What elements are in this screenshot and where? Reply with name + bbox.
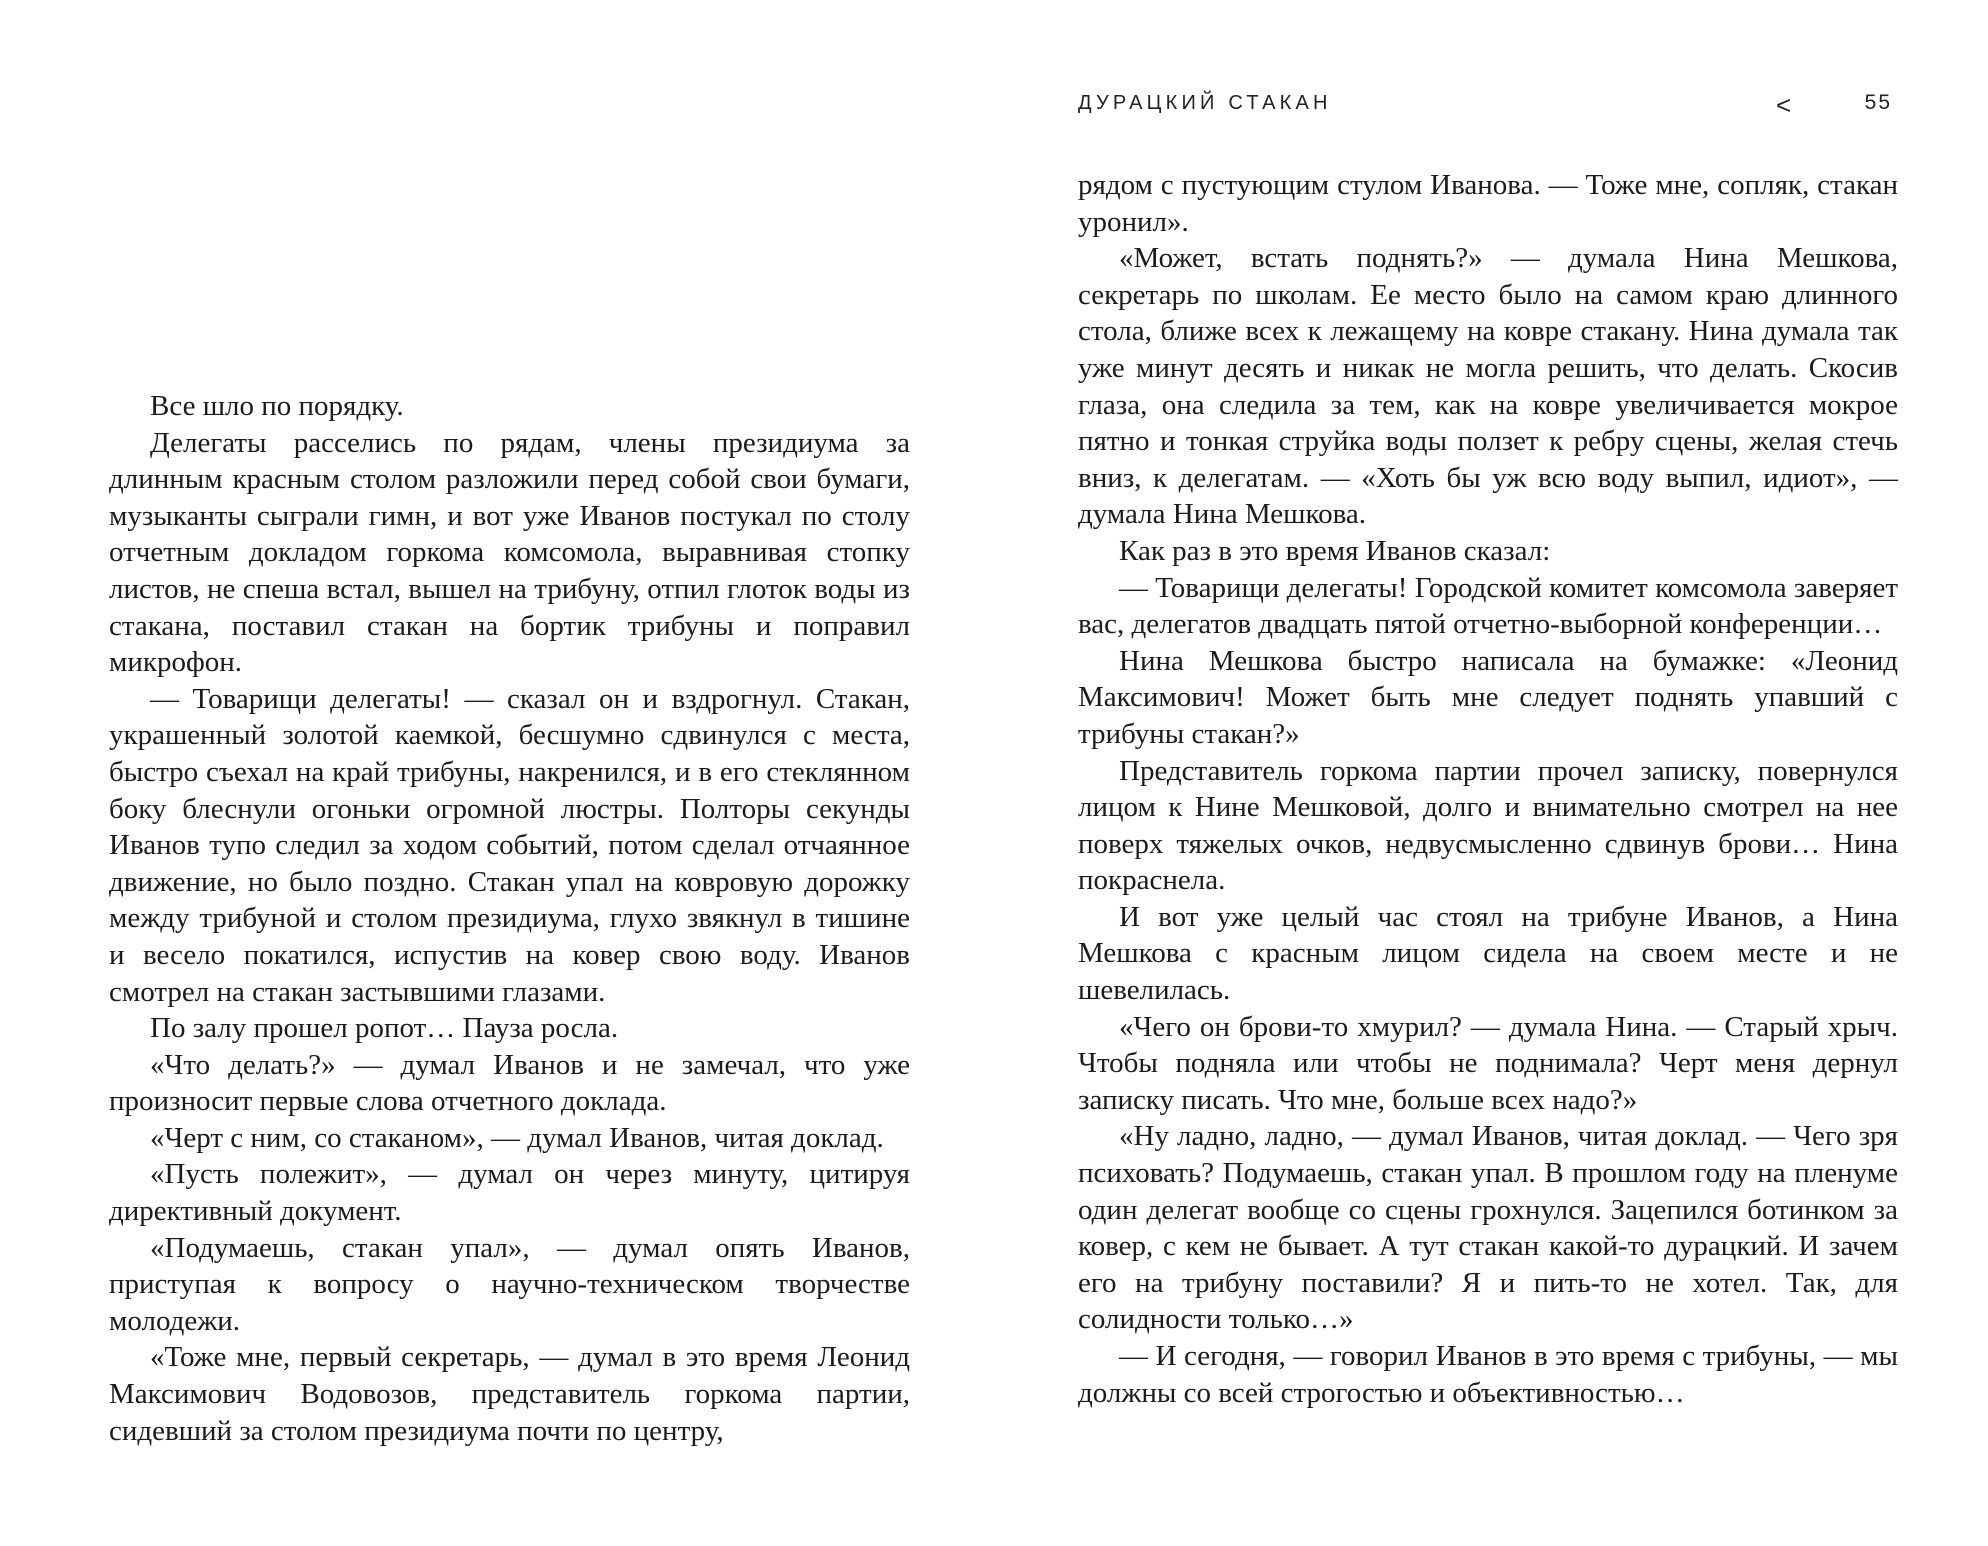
paragraph: «Тоже мне, первый секретарь, — думал в это время Леонид Максимович Водовозов, представитель горкома партии, сидевший за столом президиума почти по центру, (109, 1341, 910, 1447)
left-text-column (109, 388, 910, 1449)
page-number: 55 (1864, 91, 1892, 114)
paragraph: Делегаты расселись по рядам, члены президиума за длинным красным столом разложили перед собой свои бумаги, музыканты сыграли гимн, и вот уже Иванов постукал по столу отчетным докладом горкома комсомола, выравнивая стопку листов, не спеша встал, вышел на трибуну, отпил глоток воды из стакана, поставил стакан на бортик трибуны и поправил микрофон. (109, 426, 910, 679)
paragraph-continuation: рядом с пустующим стулом Иванова. — Тоже мне, сопляк, стакан уронил». (1078, 169, 1898, 238)
paragraph: «Подумаешь, стакан упал», — думал опять Иванов, приступая к вопросу о научно-техническом творчестве молодежи. (109, 1231, 910, 1337)
paragraph: — И сегодня, — говорил Иванов в это время с трибуны, — мы должны со всей строгостью и объективностью… (1078, 1340, 1898, 1409)
paragraph: Представитель горкома партии прочел записку, повернулся лицом к Нине Мешковой, долго и внимательно смотрел на нее поверх тяжелых очков, недвусмысленно сдвинув брови… Нина покраснела. (1078, 754, 1898, 897)
paragraph: «Пусть полежит», — думал он через минуту, цитируя директивный документ. (109, 1158, 910, 1228)
paragraph: Все шло по порядку. (150, 390, 404, 422)
paragraph: — Товарищи делегаты! — сказал он и вздрогнул. Стакан, украшенный золотой каемкой, бесшумно сдвинулся с места, быстро съехал на край трибуны, накренился, и в его стеклянном боку блеснули огоньки огромной люстры. Полторы секунды Иванов тупо следил за ходом событий, потом сделал отчаянное движение, но было поздно. Стакан упал на ковровую дорожку между трибуной и столом президиума, глухо звякнул в тишине и весело покатился, испустив на ковер свою воду. Иванов смотрел на стакан застывшими глазами. (109, 682, 910, 1008)
paragraph: «Чего он брови-то хмурил? — думала Нина. — Старый хрыч. Чтобы подняла или чтобы не поднимала? Черт меня дернул записку писать. Что мне, больше всех надо?» (1078, 1010, 1898, 1116)
paragraph: «Может, встать поднять?» — думала Нина Мешкова, секретарь по школам. Ее место было на самом краю длинного стола, ближе всех к лежащему на ковре стакану. Нина думала так уже минут десять и никак не могла решить, что делать. Скосив глаза, она следила за тем, как на ковре увеличивается мокрое пятно и тонкая струйка воды ползет к ребру сцены, желая стечь вниз, к делегатам. — «Хоть бы уж всю воду выпил, идиот», — думала Нина Мешкова. (1078, 242, 1898, 531)
right-text-column (1078, 167, 1898, 1411)
paragraph: — Товарищи делегаты! Городской комитет комсомола заверяет вас, делегатов двадцать пятой отчетно-выборной конференции… (1078, 571, 1898, 641)
right-page (994, 0, 1988, 1546)
running-header (1078, 92, 1898, 122)
paragraph: Нина Мешкова быстро написала на бумажке: «Леонид Максимович! Может быть мне следует поднять упавший с трибуны стакан?» (1078, 644, 1898, 750)
paragraph: Как раз в это время Иванов сказал: (1119, 534, 1551, 567)
paragraph: «Ну ладно, ладно, — думал Иванов, читая доклад. — Чего зря психовать? Подумаешь, стакан упал. В прошлом году на пленуме один делегат вообще со сцены грохнулся. Зацепился ботинком за ковер, с кем не бывает. А тут стакан какой-то дурацкий. И зачем его на трибуну поставили? Я и пить-то не хотел. Так, для солидности только…» (1078, 1120, 1898, 1336)
running-title: ДУРАЦКИЙ СТАКАН (1078, 92, 1332, 114)
paragraph: «Что делать?» — думал Иванов и не замечал, что уже произносит первые слова отчетного доклада. (109, 1048, 910, 1118)
paragraph: По залу прошел ропот… Пауза росла. (150, 1012, 619, 1045)
chevron-left-icon: < (1776, 90, 1792, 120)
paragraph: «Черт с ним, со стаканом», — думал Иванов, читая доклад. (150, 1121, 884, 1154)
paragraph: И вот уже целый час стоял на трибуне Иванов, а Нина Мешкова с красным лицом сидела на своем месте и не шевелилась. (1078, 900, 1898, 1007)
